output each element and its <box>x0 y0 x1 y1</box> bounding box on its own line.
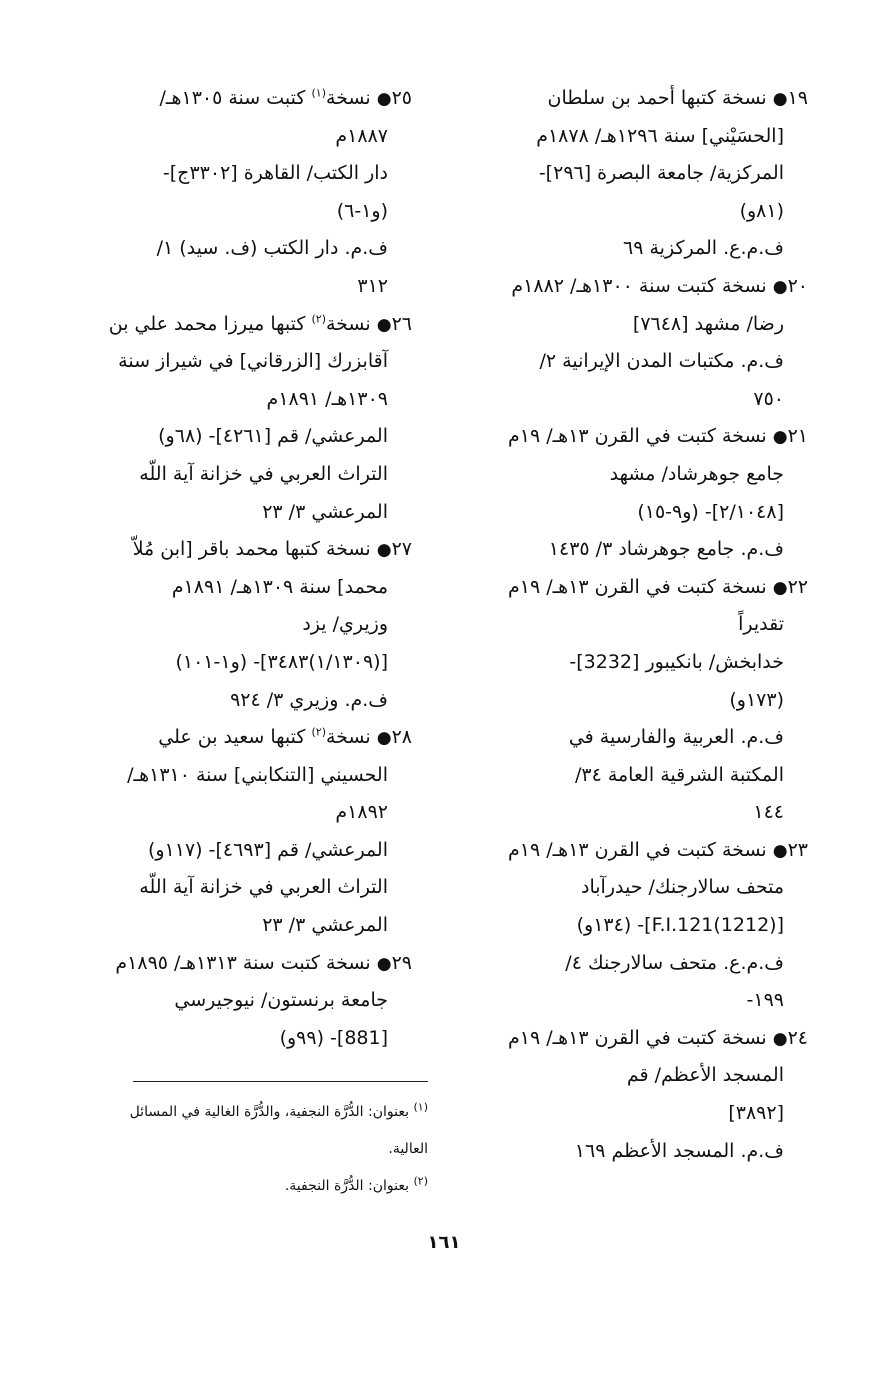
entry-line: ف.م. العربية والفارسية في <box>568 726 784 749</box>
entry-number: ٢١ <box>787 425 808 448</box>
entry-line: التراث العربي في خزانة آية اللّه <box>139 876 388 899</box>
entry-line: المرعشي/ قم [٤٦٩٣]- (١١٧و) <box>147 838 388 861</box>
entry-line: ١٤٤ <box>753 801 784 824</box>
footnote-text: بعنوان: الدُّرَّة النجفية، والدُّرَّة الغالية في المسائل <box>129 1104 410 1120</box>
entry-number: ٢٦ <box>391 312 412 335</box>
entry-line: نسخة كتبت في القرن ١٣هـ/ ١٩م <box>507 838 767 861</box>
entry-21 <box>478 418 808 568</box>
bullet-icon: ● <box>772 89 788 109</box>
entry-word: نسخة <box>325 726 371 749</box>
entry-line: ٣١٢ <box>357 274 388 297</box>
entry-line: نسخة كتبت سنة ١٣٠٠هـ/ ١٨٨٢م <box>511 274 767 297</box>
bullet-icon: ● <box>376 540 392 561</box>
entry-line: كتبت سنة ١٣١٣هـ/ ١٨٩٥م <box>115 951 326 974</box>
entry-29 <box>77 945 412 1058</box>
entry-line: المرعشي ٣/ ٢٣ <box>262 914 388 937</box>
entry-line: [881]- (٩٩و) <box>279 1026 388 1049</box>
entry-line: المسجد الأعظم/ قم <box>626 1064 784 1087</box>
entry-24 <box>478 1020 808 1170</box>
entry-number: ٢٥ <box>391 87 412 109</box>
entry-word: نسخة <box>325 951 371 974</box>
entry-line: [(1212)F.I.121]- (١٣٤و) <box>576 914 784 937</box>
entry-number: ٢٣ <box>787 838 808 861</box>
entry-word: نسخة <box>325 312 371 335</box>
bullet-icon: ● <box>772 840 788 861</box>
entry-22 <box>478 569 808 832</box>
bullet-icon: ● <box>376 89 392 109</box>
footnote-2 <box>73 1168 428 1205</box>
entry-line: خدابخش/ بانكيبور [3232]- <box>569 650 784 673</box>
entry-23 <box>478 832 808 1020</box>
entry-line: [الحسَيْني] سنة ١٢٩٦هـ/ ١٨٧٨م <box>536 124 784 147</box>
footnote-marker: (٢) <box>311 725 326 739</box>
footnote-text: بعنوان: الدُّرَّة النجفية. <box>284 1178 410 1194</box>
entry-20 <box>478 268 808 418</box>
entry-line: كتبها سعيد بن علي <box>158 726 312 749</box>
entry-line: المرعشي/ قم [٤٢٦١]- (٦٨و) <box>158 425 388 448</box>
entry-line: ١٣٠٩هـ/ ١٨٩١م <box>266 387 388 410</box>
footnote-1 <box>73 1094 428 1131</box>
entry-line: تقديراً <box>738 613 784 636</box>
entry-line: (٨١و) <box>739 199 784 222</box>
entry-line: [٣٨٩٢] <box>728 1102 784 1125</box>
bullet-icon: ● <box>376 314 392 335</box>
entry-line: نسخة كتبت في القرن ١٣هـ/ ١٩م <box>507 1026 767 1049</box>
footnote-marker: (١) <box>413 1100 428 1114</box>
entry-line: ف.م.ع. المركزية ٦٩ <box>623 237 784 260</box>
entry-line: [٢/١٠٤٨]- (و٩-١٥) <box>637 500 784 523</box>
entry-number: ٢٢ <box>787 575 808 598</box>
entry-line: (و١-٦) <box>336 199 388 222</box>
entry-number: ٢٨ <box>391 726 412 749</box>
entry-line: المركزية/ جامعة البصرة [٢٩٦]- <box>538 162 784 185</box>
left-column <box>77 80 412 1057</box>
entry-line: ف.م.ع. متحف سالارجنك ٤/ <box>565 951 784 974</box>
entry-line: نسخة كتبت في القرن ١٣هـ/ ١٩م <box>507 575 767 598</box>
entry-line: المكتبة الشرقية العامة ٣٤/ <box>574 763 784 786</box>
entry-word: نسخة <box>325 87 371 109</box>
entry-line: محمد] سنة ١٣٠٩هـ/ ١٨٩١م <box>171 575 388 598</box>
footnote-marker: (٢) <box>413 1174 428 1188</box>
entry-line: المرعشي ٣/ ٢٣ <box>262 500 388 523</box>
bullet-icon: ● <box>376 728 392 749</box>
entry-line: نسخة كتبت في القرن ١٣هـ/ ١٩م <box>507 425 767 448</box>
entry-line: ف.م. المسجد الأعظم ١٦٩ <box>574 1139 784 1162</box>
entry-line: ف.م. دار الكتب (ف. سيد) ١/ <box>156 237 388 260</box>
page-number: ١٦١ <box>427 1232 461 1253</box>
entry-line: التراث العربي في خزانة آية اللّه <box>139 462 388 485</box>
bullet-icon: ● <box>772 427 788 448</box>
entry-number: ٢٤ <box>787 1026 808 1049</box>
entry-line: كتبها ميرزا محمد علي بن <box>108 312 312 335</box>
bullet-icon: ● <box>772 577 788 598</box>
entry-line: ٧٥٠ <box>753 387 784 410</box>
entry-line: الحسيني [التنكابني] سنة ١٣١٠هـ/ <box>127 763 388 786</box>
bullet-icon: ● <box>376 953 392 974</box>
entry-line: ف.م. مكتبات المدن الإيرانية ٢/ <box>539 350 784 373</box>
entry-line: وزيري/ يزد <box>302 613 388 636</box>
entry-26 <box>77 306 412 532</box>
entry-line: كتبت سنة ١٣٠٥هـ/ <box>159 87 312 109</box>
bullet-icon: ● <box>772 1028 788 1049</box>
footnote-divider <box>133 1081 428 1082</box>
entry-line: دار الكتب/ القاهرة [٣٣٠٢ج]- <box>162 162 388 185</box>
entry-line: كتبها محمد باقر [ابن مُلاّ <box>132 538 326 561</box>
entry-line: [(١/١٣٠٩)٣٤٨٣]- (و١-١٠١) <box>175 650 388 673</box>
entry-28 <box>77 719 412 945</box>
entry-27 <box>77 531 412 719</box>
entry-line: ف.م. جامع جوهرشاد ٣/ ١٤٣٥ <box>548 538 784 561</box>
right-column <box>478 80 808 1170</box>
bullet-icon: ● <box>772 276 788 297</box>
entry-word: نسخة <box>325 538 371 561</box>
entry-line: ١٨٨٧م <box>335 124 388 147</box>
entry-number: ٢٩ <box>391 951 412 974</box>
entry-line: آقابزرك [الزرقاني] في شيراز سنة <box>118 350 388 373</box>
entry-number: ٢٧ <box>391 538 412 561</box>
entry-line: جامع جوهرشاد/ مشهد <box>609 462 784 485</box>
footnotes <box>73 1094 428 1205</box>
entry-number: ١٩ <box>787 87 808 109</box>
entry-number: ٢٠ <box>787 274 808 297</box>
entry-19 <box>478 80 808 268</box>
entry-line: ١٩٩- <box>746 989 784 1012</box>
entry-line: رضا/ مشهد [٧٦٤٨] <box>632 312 784 335</box>
entry-25 <box>77 80 412 306</box>
entry-line: جامعة برنستون/ نيوجيرسي <box>174 989 388 1012</box>
footnote-text: العالية. <box>388 1141 428 1157</box>
entry-line: نسخة كتبها أحمد بن سلطان <box>547 87 767 109</box>
footnote-marker: (٢) <box>311 312 326 326</box>
entry-line: ١٨٩٢م <box>335 801 388 824</box>
footnote-marker: (١) <box>311 86 326 100</box>
entry-line: (١٧٣و) <box>729 688 784 711</box>
entry-line: متحف سالارجنك/ حيدرآباد <box>581 876 784 899</box>
entry-line: ف.م. وزيري ٣/ ٩٢٤ <box>230 688 388 711</box>
